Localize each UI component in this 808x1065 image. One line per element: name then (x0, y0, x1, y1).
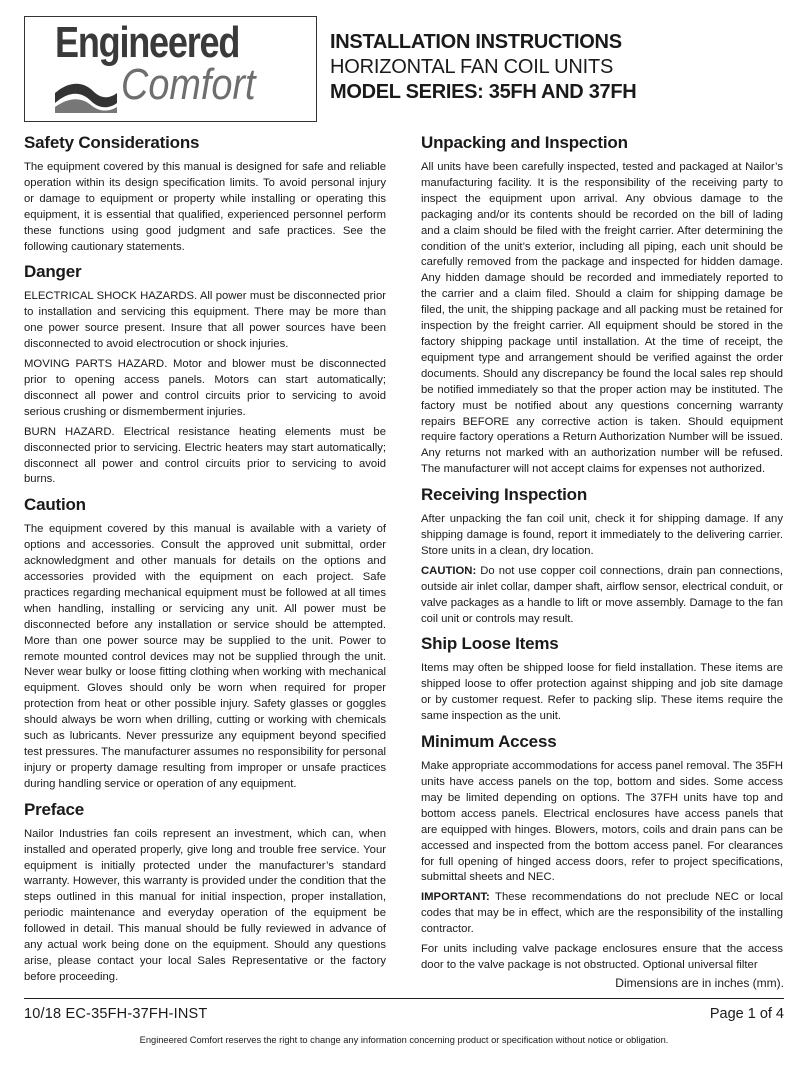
section-ship-loose (421, 633, 783, 725)
dimensions-note: Dimensions are in inches (mm). (615, 976, 784, 990)
heading-safety: Safety Considerations (24, 133, 200, 152)
right-column (421, 132, 783, 980)
document-code: 10/18 EC-35FH-37FH-INST (24, 1006, 208, 1022)
heading-minimum-access: Minimum Access (421, 732, 557, 752)
paragraph: The equipment covered by this manual is available with a variety of options and accessories. Consult the approved unit submittal, order acknowledgment and other manuals for details on the options and accessories provided with the equipment on each project. Safe practices regarding mechanical equipment must be followed at all times when handling, installing or servicing any unit. All power must be disconnected before any installation or service should be attempted. More than one power source may be supplied to the unit. Power to remote mounted control devices may not be supplied through the unit. Never wear bulky or loose fitting clothing when working with mechanical equipment. Gloves should only be worn when required for proper protection from heat or other possible injury. Safety glasses or goggles should always be worn when drilling, cutting or working with chemicals such as lubricants. Never pressurize any equipment beyond specified test pressures. The manufacturer assumes no responsibility for personal injury or property damage resulting from improper or unsafe practices during handling service or operation of any equipment. (24, 523, 386, 790)
heading-preface: Preface (24, 799, 85, 819)
paragraph: All units have been carefully inspected, tested and packaged at Nailor’s manufacturing facility. It is the responsibility of the receiving party to inspect the equipment upon arrival. Any obvious damage to the packaging and/or its contents should be recorded on the bill of lading and a claim should be filed with the freight carrier. After determining the condition of the unit’s exterior, including all piping, each unit should be carefully removed from the package and inspected for hidden damage. Any hidden damage should be recorded and immediately reported to the carrier and a claim filed. Should a claim for shipping damage be filed, the unit, the shipping package and all packing must be retained for inspection by the freight carrier. All equipment should be stored in the factory shipping package until installation. At the time of receipt, the equipment type and arrangement should be verified against the order documents. Should any discrepancy be found the local sales rep should be notified immediately so that the proper action may be instituted. The factory must be notified about any questions concerning warranty repairs BEFORE any corrective action is taken. Should equipment require factory operations a Return Authorization Number will be issued. Any returns not marked with an authorization number will be refused. The manufacturer will not accept claims for expenses not authorized. (421, 161, 783, 476)
paragraph: Items may often be shipped loose for field installation. These items are shipped loose to offer protection against shipping and job site damage or by customer request. Refer to packing slip. These items require the same inspection as the unit. (421, 662, 783, 723)
section-unpacking (421, 132, 783, 478)
footer-divider (24, 998, 784, 999)
paragraph: ELECTRICAL SHOCK HAZARDS. All power must be disconnected prior to installation and servicing this equipment. There may be more than one power source present. Insure that all power sources have been disconnected to avoid electrocution or shock injuries. (24, 290, 386, 351)
logo (24, 16, 317, 122)
section-receiving (421, 484, 783, 627)
heading-unpacking: Unpacking and Inspection (421, 133, 628, 152)
disclaimer: Engineered Comfort reserves the right to change any information concerning product or specification without notice or obligation. (139, 1035, 669, 1045)
heading-receiving: Receiving Inspection (421, 485, 588, 505)
logo-text-engineered: Engineered (55, 18, 240, 67)
section-danger (24, 261, 386, 488)
paragraph-caution (421, 564, 783, 628)
caution-label: CAUTION: (421, 564, 477, 577)
caution-text: Do not use copper coil connections, drain pan connections, outside air inlet collar, damper shaft, airflow sensor, electrical conduit, or valve packages as a handle to lift or move assembly. Damage to the fan coil unit or controls may result. (421, 564, 783, 625)
important-label: IMPORTANT: (421, 891, 490, 904)
heading-danger: Danger (24, 262, 82, 282)
important-text: These recommendations do not preclude NEC or local codes that may be in effect, which are the responsibility of the installing contractor. (421, 891, 783, 936)
left-column (24, 132, 386, 992)
paragraph: Make appropriate accommodations for access panel removal. The 35FH units have access panels on the top, bottom and sides. Some access may be limited depending on options. The 37FH units have top and bottom access panels. Electrical enclosures have access panels that are equipped with hinges. Blowers, motors, coils and drain pans can be accessed and inspected from the bottom access panel. For clearances for full opening of hinged access doors, refer to project specifications, submittal sheets and NEC. (421, 760, 783, 884)
section-preface (24, 799, 386, 986)
header-subtitle: HORIZONTAL FAN COIL UNITS (330, 56, 614, 78)
paragraph: After unpacking the fan coil unit, check it for shipping damage. If any shipping damage is found, report it immediately to the delivering carrier. Store units in a clean, dry location. (421, 513, 783, 557)
paragraph: For units including valve package enclosures ensure that the access door to the valve package is not obstructed. Optional universal filter (421, 943, 783, 971)
paragraph: BURN HAZARD. Electrical resistance heating elements must be disconnected prior to servicing. Electric heaters may start automatically; disconnect all power and control circuits prior to servicing to avoid burns. (24, 425, 386, 486)
heading-caution: Caution (24, 495, 86, 515)
paragraph: The equipment covered by this manual is designed for safe and reliable operation within its design specification limits. To avoid personal injury or damage to equipment or property while installing or operating this equipment, it is essential that qualified, experienced personnel perform these functions using good judgment and safe practices. See the following cautionary statements. (24, 161, 386, 253)
heading-ship-loose: Ship Loose Items (421, 634, 559, 654)
header-model-series: MODEL SERIES: 35FH AND 37FH (330, 81, 637, 103)
section-minimum-access (421, 731, 783, 974)
section-safety (24, 132, 386, 255)
document-header (330, 30, 790, 105)
header-title: INSTALLATION INSTRUCTIONS (330, 31, 622, 53)
logo-wave-icon (53, 79, 119, 115)
paragraph: Nailor Industries fan coils represent an investment, which can, when installed and operated properly, give long and trouble free service. Your equipment is initially protected under the manufacturer’s standard warranty. However, this warranty is provided under the condition that the steps outlined in this manual for initial inspection, proper installation, periodic maintenance and everyday operation of the equipment be followed in detail. This manual should be fully reviewed in advance of any actual work being done on the equipment. Should any questions arise, please contact your local Sales Representative or the factory before proceeding. (24, 827, 386, 983)
page-number: Page 1 of 4 (709, 1006, 784, 1022)
logo-text-comfort: Comfort (121, 60, 256, 109)
paragraph: MOVING PARTS HAZARD. Motor and blower must be disconnected prior to opening access panels. Motors can start automatically; disconnect all power and control circuits prior to servicing to avoid serious crushing or dismemberment injuries. (24, 358, 386, 418)
section-caution (24, 494, 386, 792)
paragraph-important (421, 890, 783, 938)
